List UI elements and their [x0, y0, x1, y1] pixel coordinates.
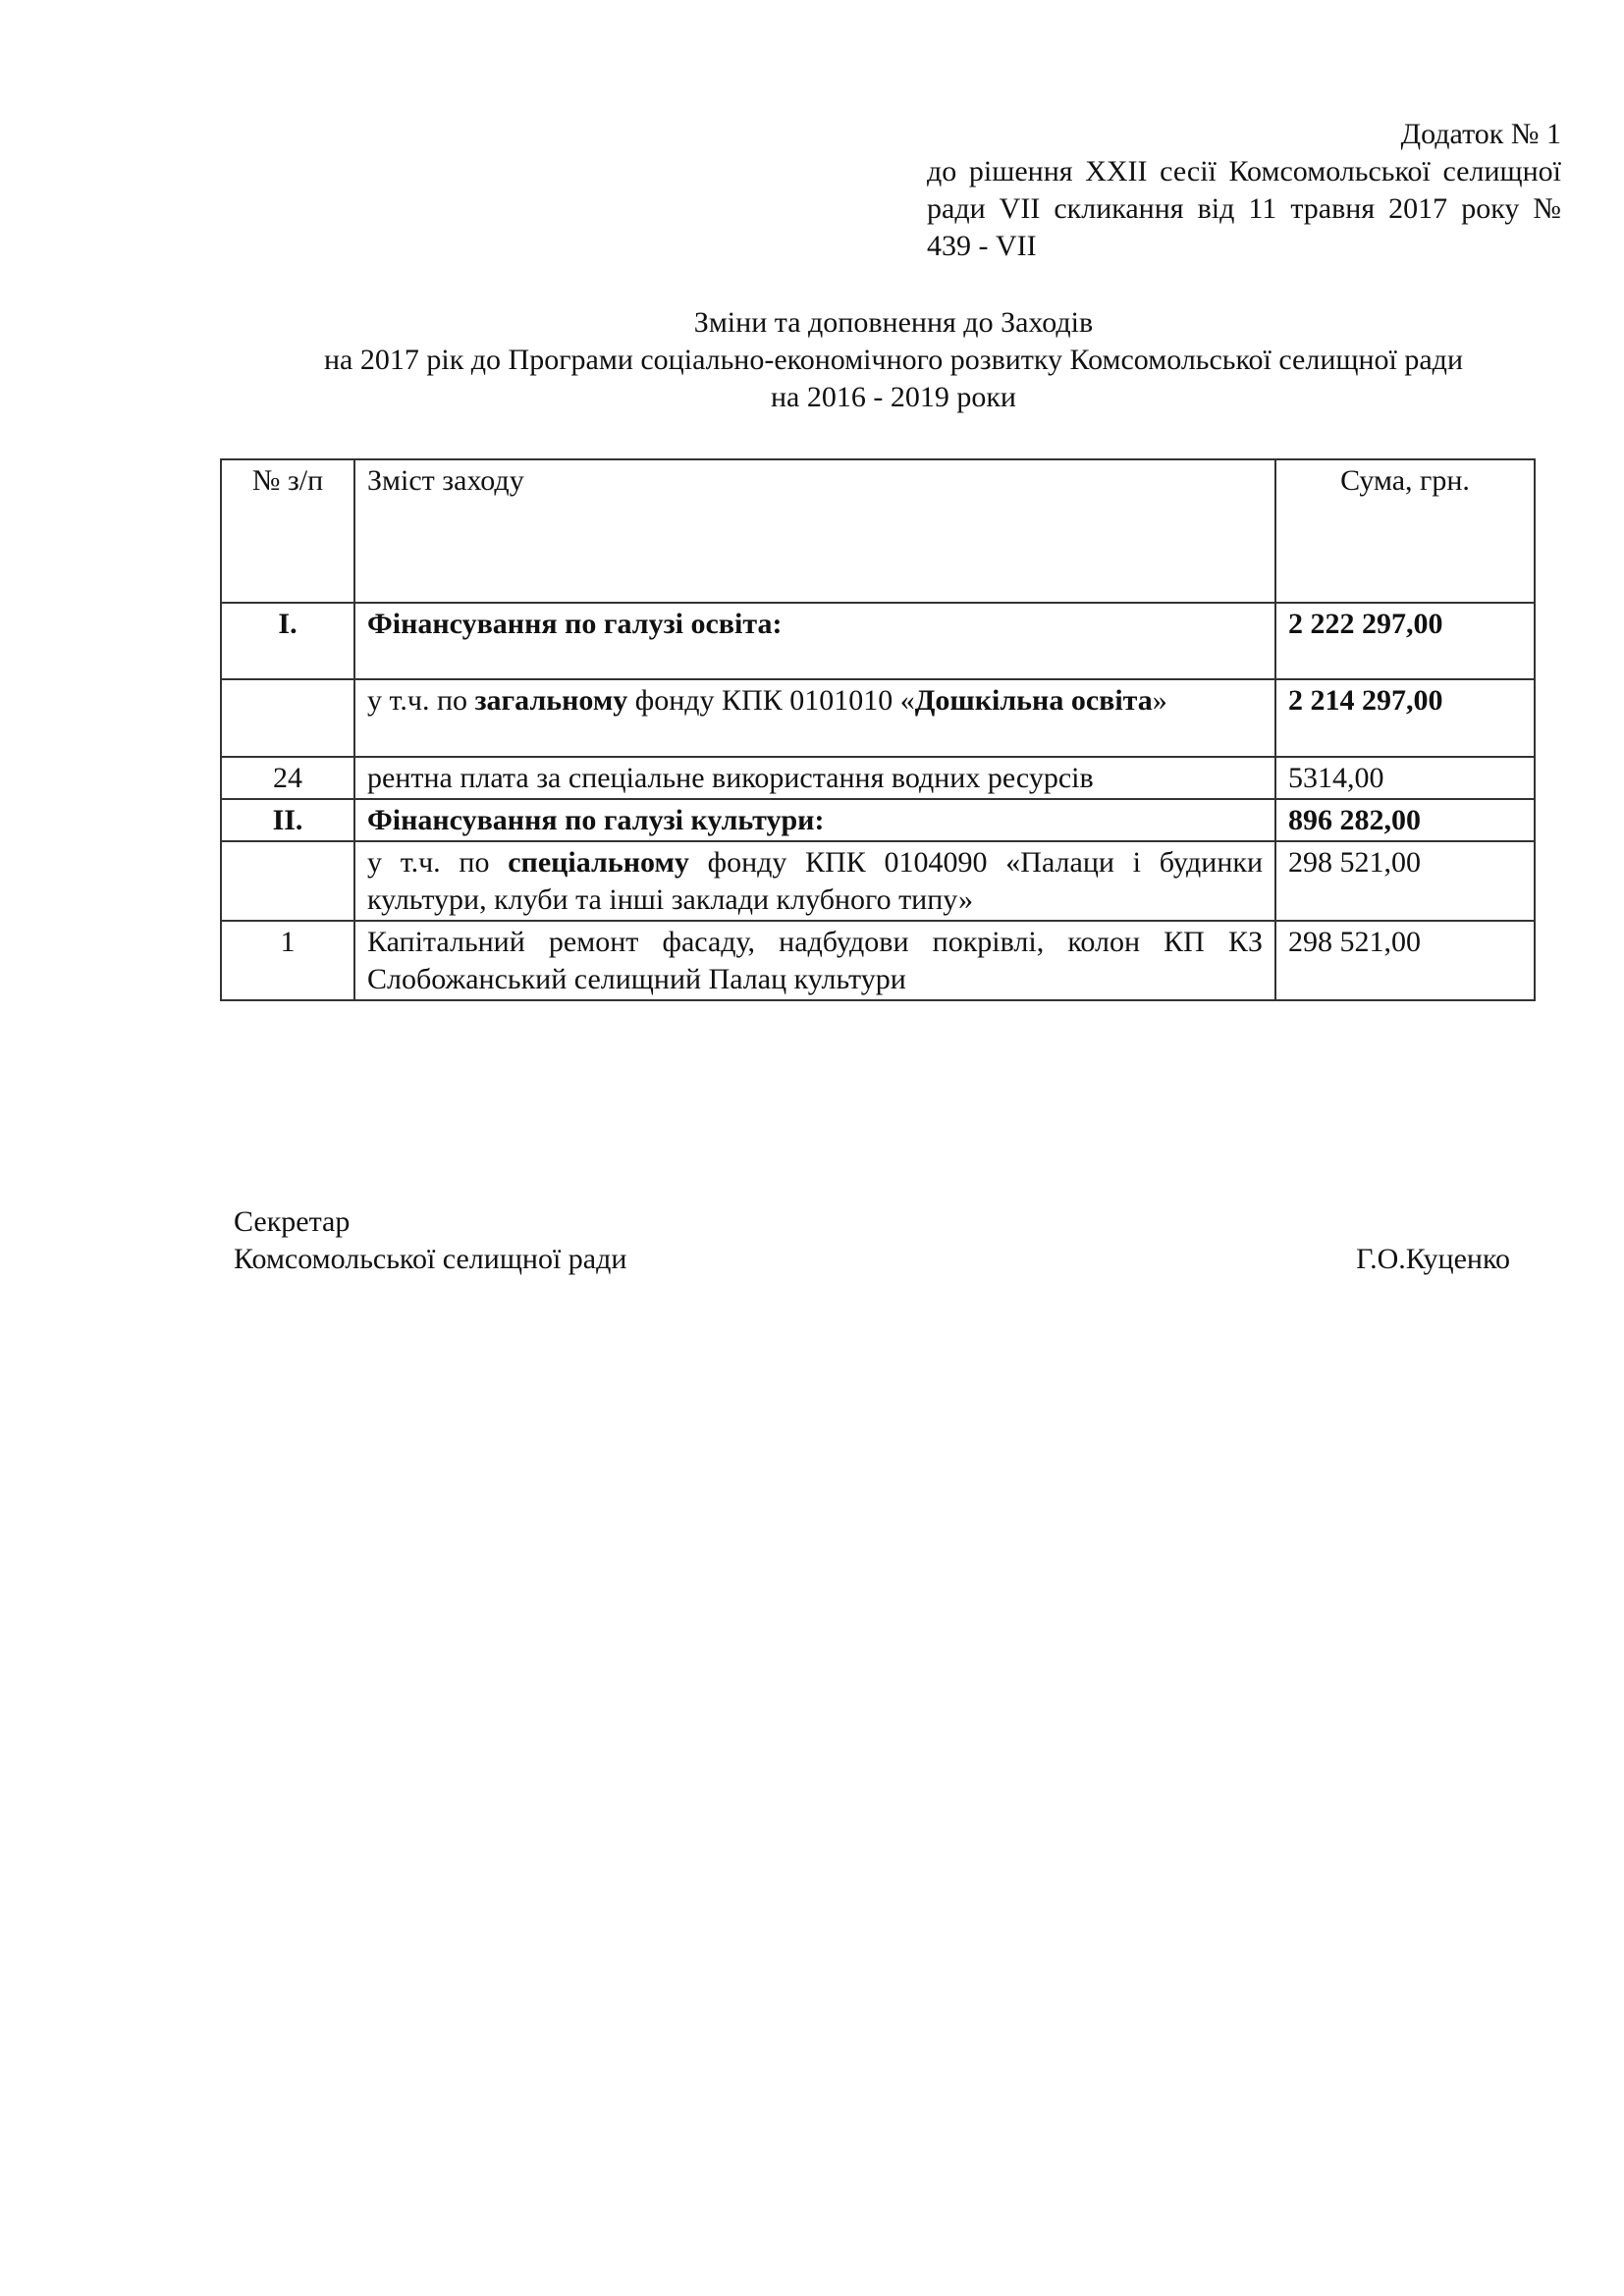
row-sum: 2 222 297,00	[1288, 608, 1443, 640]
document-title	[177, 304, 1610, 416]
row-num	[221, 841, 354, 921]
title-line-3: на 2016 - 2019 роки	[771, 381, 1016, 413]
table-row	[221, 757, 1535, 799]
table-header-row	[221, 459, 1535, 603]
annex-number: Додаток № 1	[1400, 118, 1561, 150]
table-row-section-1	[221, 603, 1535, 679]
row-num: II.	[272, 804, 303, 836]
title-line-1: Зміни та доповнення до Заходів	[693, 306, 1094, 339]
header-sum: Сума, грн.	[1275, 459, 1535, 603]
annex-reference: до рішення XXII сесії Комсомольської селищної ради VII скликання від 11 травня 2017 року № 439 - VII	[927, 155, 1561, 262]
row-content: у т.ч. по загальному фонду КПК 0101010 «Дошкільна освіта»	[354, 679, 1275, 757]
row-sum: 298 521,00	[1275, 841, 1535, 921]
signature-name: Г.О.Куценко	[1356, 1243, 1510, 1275]
row-sum: 2 214 297,00	[1288, 684, 1443, 717]
row-num: I.	[278, 608, 298, 640]
header-content: Зміст заходу	[354, 459, 1275, 603]
row-content: у т.ч. по спеціальному фонду КПК 0104090 «Палаци і будинки культури, клуби та інші заклади клубного типу»	[354, 841, 1275, 921]
row-content: рентна плата за спеціальне використання водних ресурсів	[354, 757, 1275, 799]
table-row-section-2	[221, 799, 1535, 841]
signature-block	[234, 1203, 1510, 1278]
row-num: 24	[221, 757, 354, 799]
measures-table	[220, 458, 1536, 1001]
annex-block	[927, 116, 1561, 265]
signature-position: Секретар	[234, 1205, 351, 1238]
table-row-subtotal-2	[221, 841, 1535, 921]
row-content: Фінансування по галузі освіта:	[367, 608, 783, 640]
signature-organization: Комсомольської селищної ради	[234, 1243, 627, 1275]
table-row	[221, 921, 1535, 1000]
row-content: Фінансування по галузі культури:	[367, 804, 825, 836]
row-sum: 896 282,00	[1288, 804, 1421, 836]
table-row-subtotal-1	[221, 679, 1535, 757]
row-sum: 5314,00	[1275, 757, 1535, 799]
row-num	[221, 679, 354, 757]
row-sum: 298 521,00	[1275, 921, 1535, 1000]
row-num: 1	[221, 921, 354, 1000]
header-num: № з/п	[221, 459, 354, 603]
row-content: Капітальний ремонт фасаду, надбудови покрівлі, колон КП КЗ Слобожанський селищний Палац культури	[354, 921, 1275, 1000]
title-line-2: на 2017 рік до Програми соціально-економічного розвитку Комсомольської селищної ради	[324, 344, 1463, 376]
